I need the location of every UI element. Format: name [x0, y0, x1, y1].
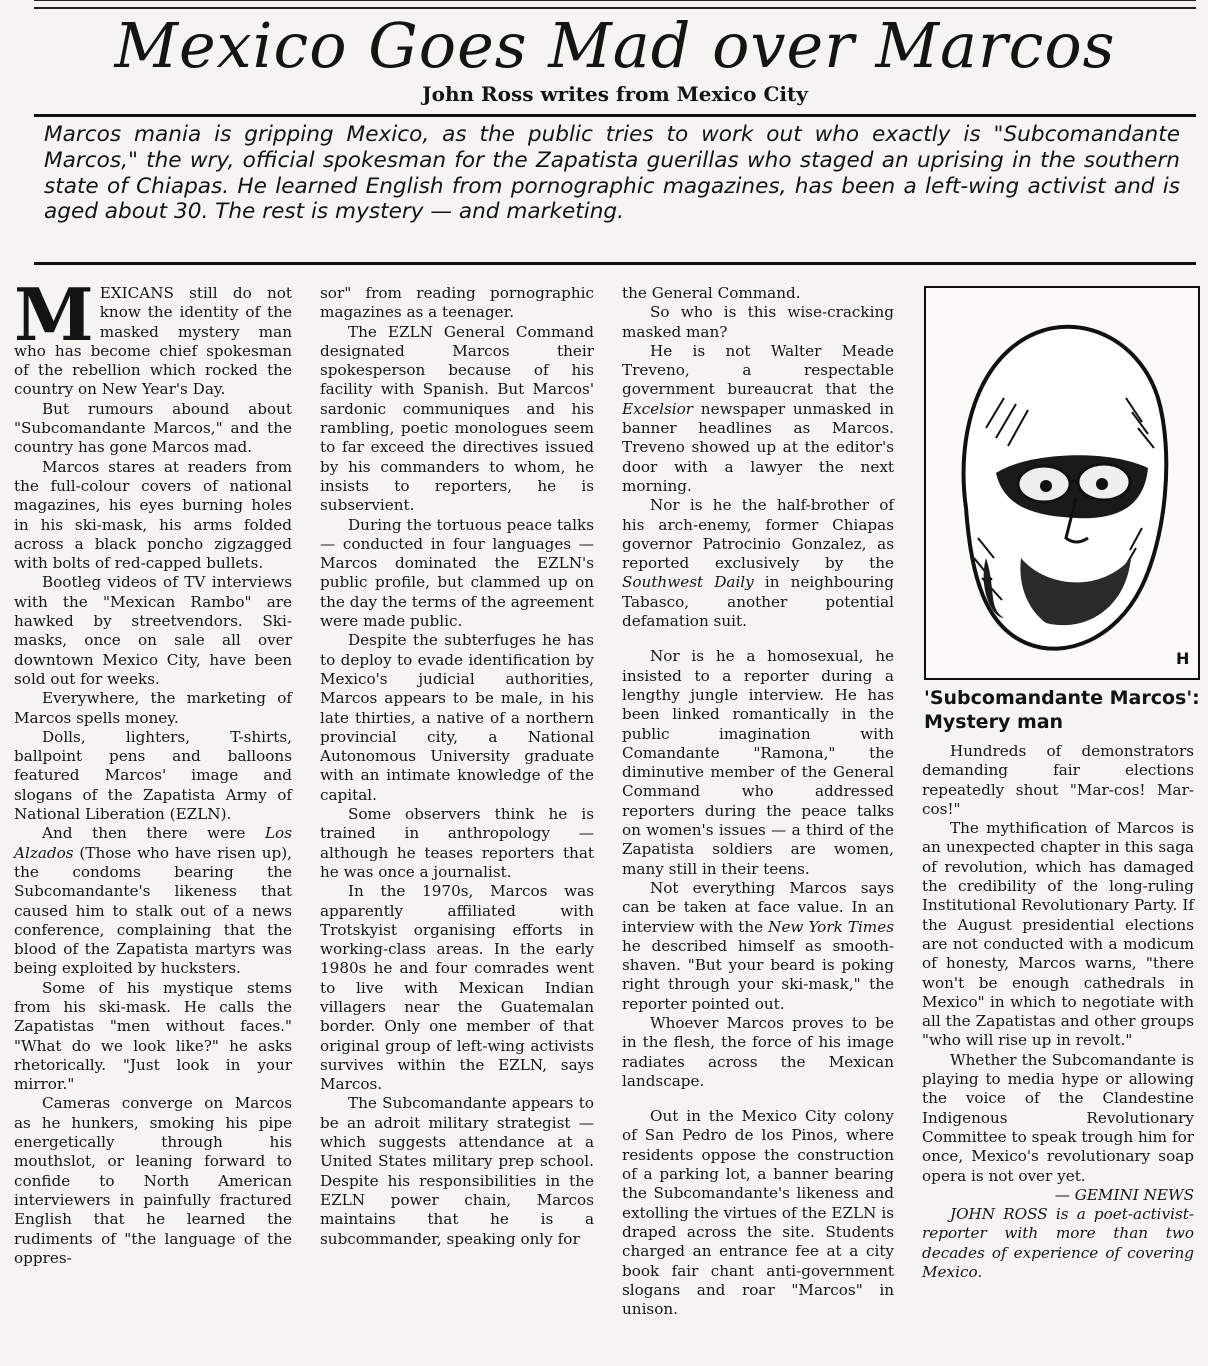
artist-mark: H	[1176, 649, 1190, 668]
author-bio: JOHN ROSS is a poet-activist-reporter with more than two decades of experience of covering Mexico.	[922, 1205, 1194, 1282]
paragraph: Cameras converge on Marcos as he hunkers, smoking his pipe energetically through his mouthslot, or leaning forward to confide to North American interviewers in painfully fractured English that he learned the rudiments of "the language of the oppres-	[14, 1094, 292, 1267]
paragraph: The Subcomandante appears to be an adroit military strategist — which suggests attendance at a United States military prep school. Despite his responsibilities in the EZLN power chain, Marcos maintains that he is a subcommander, speaking only for	[320, 1094, 594, 1248]
paragraph: Hundreds of demonstrators demanding fair elections repeatedly shout "Mar-cos! Mar-cos!"	[922, 742, 1194, 818]
drop-cap: M	[14, 272, 94, 357]
paragraph: In the 1970s, Marcos was apparently affiliated with Trotskyist organising efforts in working-class areas. In the early 1980s he and four comrades went to live with Mexican Indian villagers near the Guatemalan border. Only one member of that original group of left-wing activists survives within the EZLN, says Marcos.	[320, 882, 594, 1094]
masked-face-illustration	[926, 288, 1198, 678]
paragraph: So who is this wise-cracking masked man?	[622, 303, 894, 341]
column-2	[320, 284, 594, 1249]
byline: John Ross writes from Mexico City	[422, 82, 808, 106]
column-1	[14, 272, 292, 1268]
caption-subtitle: Mystery man	[924, 711, 1064, 733]
paragraph: Nor is he a homosexual, he insisted to a reporter during a lengthy jungle interview. He has been linked romantically in the public imagination with Comandante "Ramona," the diminutive member of the General Command who addressed reporters during the peace talks on women's issues — a third of the Zapatista soldiers are women, many still in their teens.	[622, 647, 894, 878]
top-rule	[34, 0, 1196, 9]
paragraph: During the tortuous peace talks — conducted in four languages — Marcos dominated the EZLN's public profile, but clammed up on the day the terms of the agreement were made public.	[320, 515, 594, 631]
paragraph: Not everything Marcos says can be taken at face value. In an interview with the New York Times he described himself as smooth-shaven. "But your beard is poking right through your ski-mask," the reporter pointed out.	[622, 878, 894, 1013]
lead-paragraph: MEXICANS still do not know the identity of the masked mystery man who has become chief spokesman of the rebellion which rocked the country on New Year's Day.	[14, 272, 292, 399]
news-credit: — GEMINI NEWS	[1054, 1185, 1194, 1204]
column-3	[622, 284, 894, 1319]
paragraph: Some of his mystique stems from his ski-mask. He calls the Zapatistas "men without faces." "What do we look like?" he asks rhetorically. "Just look in your mirror."	[14, 978, 292, 1094]
illustration-caption	[924, 686, 1204, 734]
standfirst: Marcos mania is gripping Mexico, as the public tries to work out who exactly is "Subcomandante Marcos," the wry, official spokesman for the Zapatista guerillas who staged an uprising in the southern state of Chiapas. He learned English from pornographic magazines, has been a left-wing activist and is aged about 30. The rest is mystery — and marketing.	[44, 122, 1180, 225]
paragraph: But rumours abound about "Subcomandante Marcos," and the country has gone Marcos mad.	[14, 399, 292, 457]
divider	[34, 114, 1196, 117]
headline: Mexico Goes Mad over Marcos	[114, 9, 1116, 82]
paragraph: the General Command.	[622, 284, 801, 302]
paragraph: Out in the Mexico City colony of San Pedro de los Pinos, where residents oppose the construction of a parking lot, a banner bearing the Subcomandante's likeness and extolling the virtues of the EZLN is draped across the site. Students charged an entrance fee at a city book fair chant anti-government slogans and roar "Marcos" in unison.	[622, 1107, 894, 1319]
paragraph: Bootleg videos of TV interviews with the "Mexican Rambo" are hawked by streetvendors. Ski-masks, once on sale all over downtown Mexico City, have been sold out for weeks.	[14, 573, 292, 688]
paragraph: Despite the subterfuges he has to deploy to evade identification by Mexico's judicial authorities, Marcos appears to be male, in his late thirties, a native of a northern provincial city, a National Autonomous University graduate with an intimate knowledge of the capital.	[320, 631, 594, 804]
paragraph: The mythification of Marcos is an unexpected chapter in this saga of revolution, which has damaged the credibility of the long-ruling Institutional Revolutionary Party. If the August presidential elections are not conducted with a modicum of honesty, Marcos warns, "there won't be enough cathedrals in Mexico" in which to negotiate with all the Zapatistas and other groups "who will rise up in revolt."	[922, 819, 1194, 1050]
paragraph: Marcos stares at readers from the full-colour covers of national magazines, his eyes burning holes in his ski-mask, his arms folded across a black poncho zigzagged with bolts of red-capped bullets.	[14, 457, 292, 573]
paragraph: Whether the Subcomandante is playing to media hype or allowing the voice of the Clandestine Indigenous Revolutionary Committee to speak trough him for once, Mexico's revolutionary soap opera is not over yet.	[922, 1050, 1194, 1185]
caption-title: 'Subcomandante Marcos':	[924, 687, 1200, 709]
divider	[34, 262, 1196, 265]
illustration-frame	[924, 286, 1200, 680]
paragraph: And then there were Los Alzados (Those who have risen up), the condoms bearing the Subcomandante's likeness that caused him to stalk out of a news conference, complaining that the blood of the Zapatista martyrs was being exploited by hucksters.	[14, 824, 292, 978]
paragraph: Nor is he the half-brother of his arch-enemy, former Chiapas governor Patrocinio Gonzalez, as reported exclusively by the Southwest Daily in neighbouring Tabasco, another potential defamation suit.	[622, 496, 894, 631]
paragraph: Dolls, lighters, T-shirts, ballpoint pens and balloons featured Marcos' image and slogans of the Zapatista Army of National Liberation (EZLN).	[14, 727, 292, 824]
paragraph: He is not Walter Meade Treveno, a respectable government bureaucrat that the Excelsior newspaper unmasked in banner headlines as Marcos. Treveno showed up at the editor's door with a lawyer the next morning.	[622, 341, 894, 495]
paragraph: sor" from reading pornographic magazines as a teenager.	[320, 284, 594, 322]
paragraph: Everywhere, the marketing of Marcos spells money.	[14, 689, 292, 727]
paragraph: Whoever Marcos proves to be in the flesh, the force of his image radiates across the Mexican landscape.	[622, 1013, 894, 1090]
column-4	[922, 742, 1194, 1282]
paragraph: Some observers think he is trained in anthropology — although he teases reporters that he was once a journalist.	[320, 805, 594, 881]
paragraph: The EZLN General Command designated Marcos their spokesperson because of his facility with Spanish. But Marcos' sardonic communiques and his rambling, poetic monologues seem to far exceed the directives issued by his commanders to whom, he insists to reporters, he is subservient.	[320, 322, 594, 515]
